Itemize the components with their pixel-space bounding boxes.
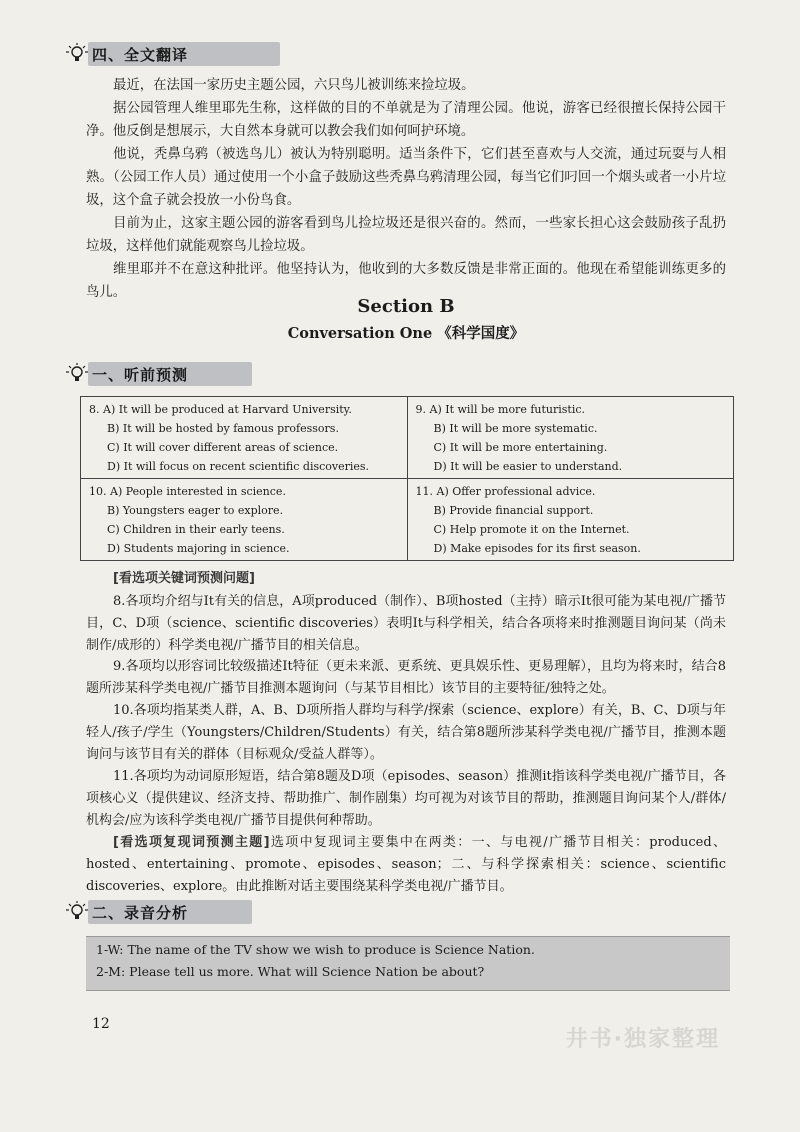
keyword-label <box>86 568 726 589</box>
option-c: C) It will be more entertaining. <box>433 441 608 454</box>
translation-paragraph-5: 维里耶并不在意这种批评。他坚持认为，他收到的大多数反馈是非常正面的。他现在希望能训练更多的鸟儿。 <box>86 262 726 300</box>
lightbulb-icon <box>66 363 88 385</box>
lightbulb-icon <box>66 43 88 65</box>
option-c: C) It will cover different areas of science. <box>107 441 339 454</box>
section-four-title: 四、全文翻译 <box>92 45 189 64</box>
analysis-item-9: 9.各项均以形容词比较级描述It特征（更未来派、更系统、更具娱乐性、更易理解），且均为将来时，结合8题所涉某科学类电视/广播节目推测本题询问（与某节目相比）该节目的主要特征/独特之处。 <box>86 659 726 696</box>
analysis-item-11: 11.各项均为动词原形短语，结合第8题及D项（episodes、season）推测it指该科学类电视/广播节目，各项核心义（提供建议、经济支持、帮助推广、制作剧集）均可视为对该节目的帮助，推测题目询问某个人/群体/机构会/应为该科学类电视/广播节目提供何种帮助。 <box>86 769 726 828</box>
translation-paragraph-3: 他说，秃鼻乌鸦（被选鸟儿）被认为特别聪明。适当条件下，它们甚至喜欢与人交流，通过玩耍与人相熟。（公园工作人员）通过使用一个小盒子鼓励这些秃鼻乌鸦清理公园，每当它们叼回一个烟头或者一小片垃圾，这个盒子就会投放一小份鸟食。 <box>86 147 726 208</box>
analysis-item-10: 10.各项均指某类人群，A、B、D项所指人群均与科学/探索（science、explore）有关，B、C、D项与年轻人/孩子/学生（Youngsters/Children/Students）有关，结合第8题所涉某科学类电视/广播节目，推测本题询问与该节目有关的群体（目标观众/受益人群等）。 <box>86 703 726 762</box>
dialogue-box <box>86 936 730 991</box>
option-a: A) People interested in science. <box>110 485 286 498</box>
dialogue-line-2: 2-M: Please tell us more. What will Science Nation be about? <box>96 964 485 979</box>
question-number: 10. <box>89 485 107 498</box>
option-b: B) Provide financial support. <box>433 504 594 517</box>
question-number: 9. <box>415 403 426 416</box>
review-label: [看选项复现词预测主题] <box>113 835 270 850</box>
questions-table <box>80 396 734 561</box>
conversation-title: Conversation One 《科学国度》 <box>287 325 525 342</box>
option-b: B) It will be more systematic. <box>433 422 598 435</box>
translation-paragraph-2: 据公园管理人维里耶先生称，这样做的目的不单就是为了清理公园。他说，游客已经很擅长保持公园干净。他反倒是想展示，大自然本身就可以教会我们如何呵护环境。 <box>86 101 726 139</box>
keyword-label-text: [看选项关键词预测问题] <box>113 571 255 586</box>
question-11 <box>407 479 734 561</box>
section-one-header <box>88 362 252 386</box>
page-number: 12 <box>92 1016 110 1032</box>
question-10 <box>81 479 408 561</box>
section-one-title: 一、听前预测 <box>92 365 189 384</box>
review-text: 选项中复现词主要集中在两类：一、与电视/广播节目相关：produced、hosted、entertaining、promote、episodes、season；二、与科学探索相关：science、scientific discoveries、explore。由此推断对话主要围绕某科学类电视/广播节目。 <box>86 835 726 894</box>
option-d: D) Students majoring in science. <box>107 542 290 555</box>
question-8 <box>81 397 408 479</box>
option-b: B) It will be hosted by famous professors. <box>107 422 339 435</box>
question-number: 11. <box>415 485 433 498</box>
analysis-item-8: 8.各项均介绍与It有关的信息，A项produced（制作）、B项hosted（主持）暗示It很可能为某电视/广播节目，C、D项（science、scientific discoveries）表明It与科学相关，结合各项将来时推测题目询问某（尚未制作/成形的）科学类电视/广播节目的相关信息。 <box>86 594 726 653</box>
option-d: D) Make episodes for its first season. <box>433 542 641 555</box>
option-d: D) It will focus on recent scientific discoveries. <box>107 460 370 473</box>
option-d: D) It will be easier to understand. <box>433 460 623 473</box>
section-two-title: 二、录音分析 <box>92 903 189 922</box>
option-a: A) Offer professional advice. <box>436 485 596 498</box>
question-9 <box>407 397 734 479</box>
option-a: A) It will be produced at Harvard University. <box>103 403 352 416</box>
translation-paragraph-1: 最近，在法国一家历史主题公园，六只鸟儿被训练来捡垃圾。 <box>113 78 475 93</box>
section-four-header <box>88 42 280 66</box>
option-c: C) Children in their early teens. <box>107 523 285 536</box>
section-two-header <box>88 900 252 924</box>
watermark: 井书·独家整理 <box>565 1027 720 1052</box>
lightbulb-icon <box>66 901 88 923</box>
question-number: 8. <box>89 403 100 416</box>
review-paragraph <box>86 832 726 898</box>
option-b: B) Youngsters eager to explore. <box>107 504 284 517</box>
translation-paragraph-4: 目前为止，这家主题公园的游客看到鸟儿捡垃圾还是很兴奋的。然而，一些家长担心这会鼓励孩子乱扔垃圾，这样他们就能观察鸟儿捡垃圾。 <box>86 216 726 254</box>
option-a: A) It will be more futuristic. <box>429 403 586 416</box>
section-b-title: Section B <box>357 296 455 317</box>
dialogue-line-1: 1-W: The name of the TV show we wish to produce is Science Nation. <box>96 942 535 957</box>
option-c: C) Help promote it on the Internet. <box>433 523 630 536</box>
